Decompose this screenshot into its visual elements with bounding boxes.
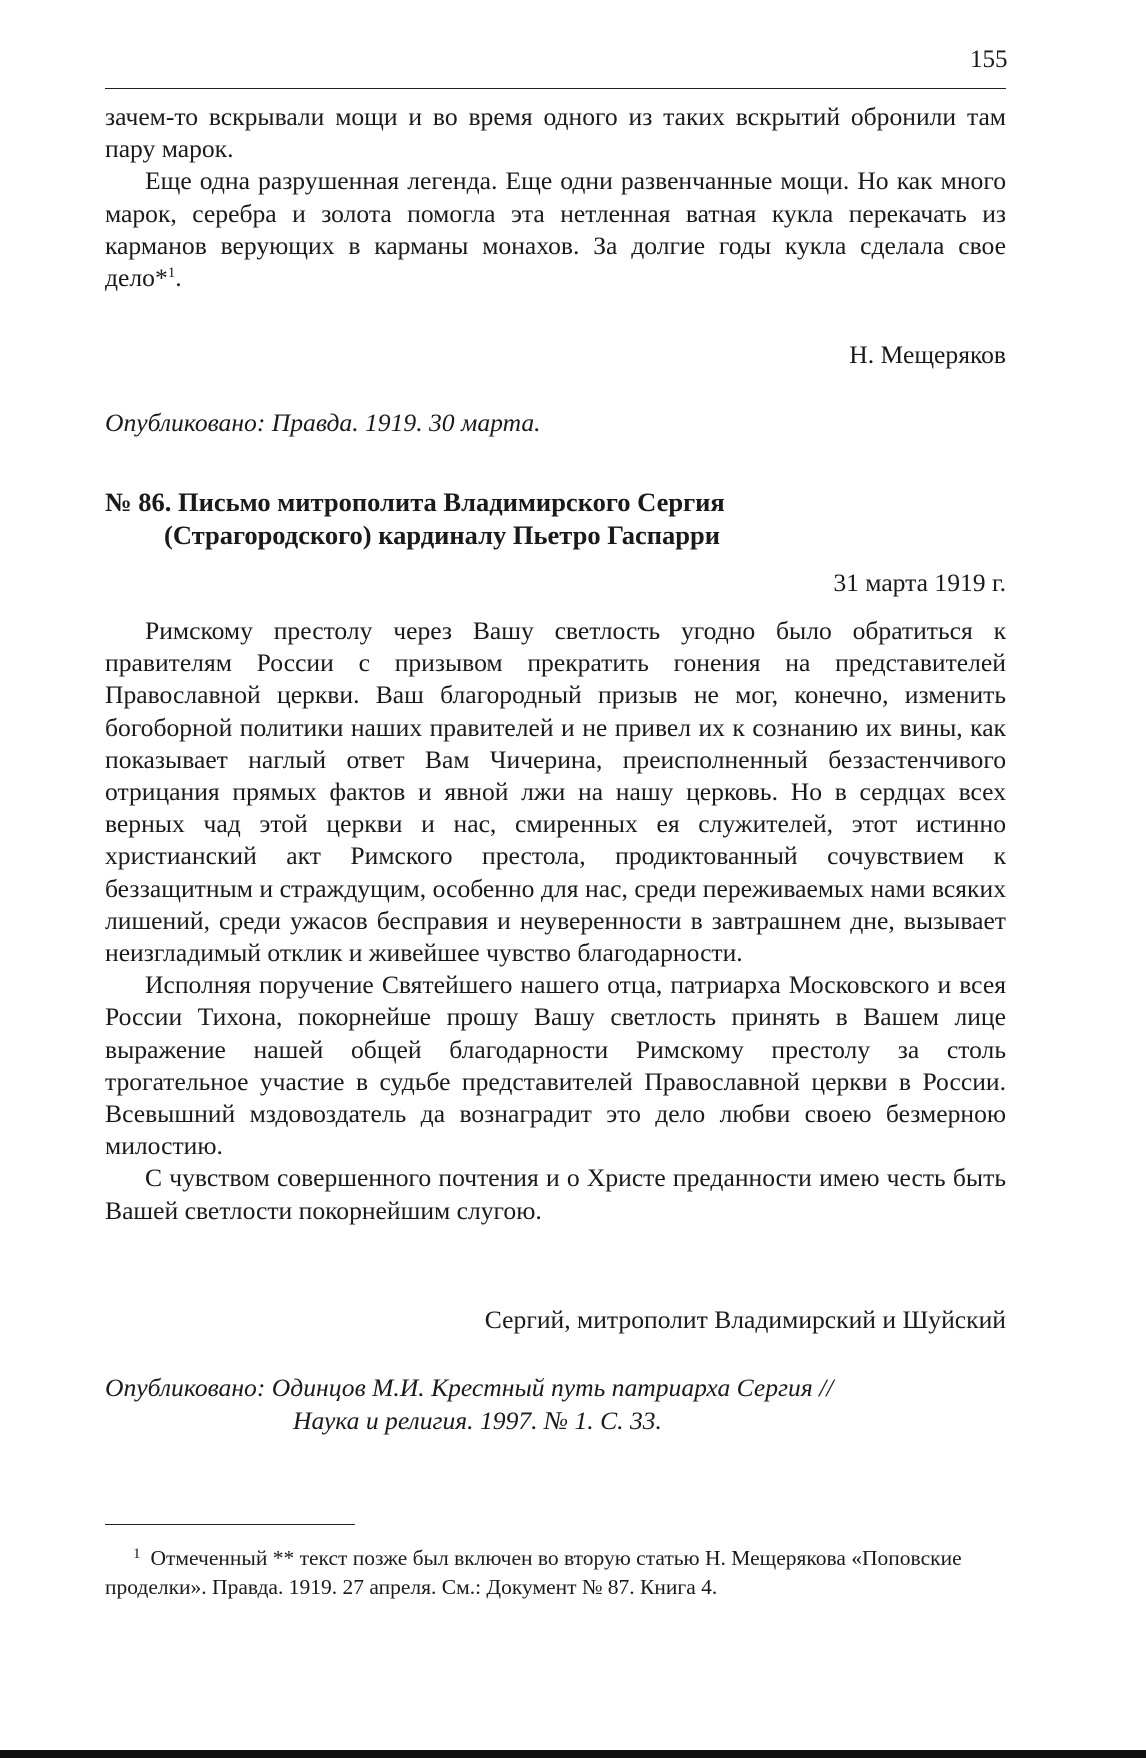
footnote: [105, 1540, 1006, 1602]
document-published-line-1: Опубликовано: Одинцов М.И. Крестный путь патриарха Сергия //: [105, 1373, 834, 1402]
document-published-line-2: Наука и религия. 1997. № 1. С. 33.: [293, 1406, 662, 1435]
footnote-rule: [105, 1524, 355, 1525]
document-date: 31 марта 1919 г.: [833, 568, 1006, 597]
prev-article-paragraph-2-text: Еще одна разрушенная легенда. Еще одни развенчанные мощи. Но как много марок, серебра и золота помогла эта нетленная ватная кукла перекачать из карманов верующих в карманы монахов. За долгие годы кукла сделала свое дело*: [105, 166, 1006, 293]
page-number: 155: [970, 46, 1008, 73]
prev-article-published: Опубликовано: Правда. 1919. 30 марта.: [105, 408, 541, 437]
footnote-mark: 1: [133, 1546, 141, 1562]
prev-article-body: [105, 101, 1006, 294]
document-title-line-1: № 86. Письмо митрополита Владимирского Сергия: [105, 487, 725, 517]
prev-article-paragraph-1: зачем-то вскрывали мощи и во время одного из таких вскрытий обронили там пару марок.: [105, 102, 1006, 164]
prev-article-paragraph-2: [105, 165, 1006, 294]
prev-article-paragraph-2-end: .: [175, 263, 182, 293]
header-rule: [105, 88, 1006, 89]
footnote-text: Отмеченный ** текст позже был включен во вторую статью Н. Мещерякова «Поповские проделки». Правда. 1919. 27 апреля. См.: Документ № 87. Книга 4.: [105, 1546, 962, 1599]
document-signature: Сергий, митрополит Владимирский и Шуйский: [484, 1305, 1006, 1334]
scan-edge-band: [0, 1750, 1146, 1758]
document-body: [105, 615, 1006, 1227]
prev-article-signature: Н. Мещеряков: [849, 340, 1006, 369]
document-title-line-2: (Страгородского) кардиналу Пьетро Гаспарри: [164, 520, 721, 550]
document-paragraph-1: Римскому престолу через Вашу светлость угодно было обратиться к правителям России с призывом прекратить гонения на представителей Православной церкви. Ваш благородный призыв не мог, конечно, изменить богоборной политики наших правителей и не привел их к сознанию их вины, как показывает наглый ответ Вам Чичерина, преисполненный беззастенчивого отрицания прямых фактов и явной лжи на нашу церковь. Но в сердцах всех верных чад этой церкви и нас, смиренных ея служителей, этот истинно христианский акт Римского престола, продиктованный сочувствием к беззащитным и страждущим, особенно для нас, среди переживаемых нами всяких лишений, среди ужасов бесправия и неуверенности в завтрашнем дне, вызывает неизгладимый отклик и живейшее чувство благодарности.: [105, 616, 1006, 968]
footnote-reference[interactable]: 1: [167, 265, 176, 282]
document-paragraph-2: Исполняя поручение Святейшего нашего отца, патриарха Московского и всея России Тихона, покорнейше прошу Вашу светлость принять в Вашем лице выражение нашей общей благодарности Римскому престолу за столь трогательное участие в судьбе представителей Православной церкви в России. Всевышний мздовоздатель да вознаградит это дело любви своею безмерною милостию.: [105, 970, 1006, 1161]
document-paragraph-3: С чувством совершенного почтения и о Христе преданности имею честь быть Вашей светлости покорнейшим слугою.: [105, 1163, 1006, 1225]
